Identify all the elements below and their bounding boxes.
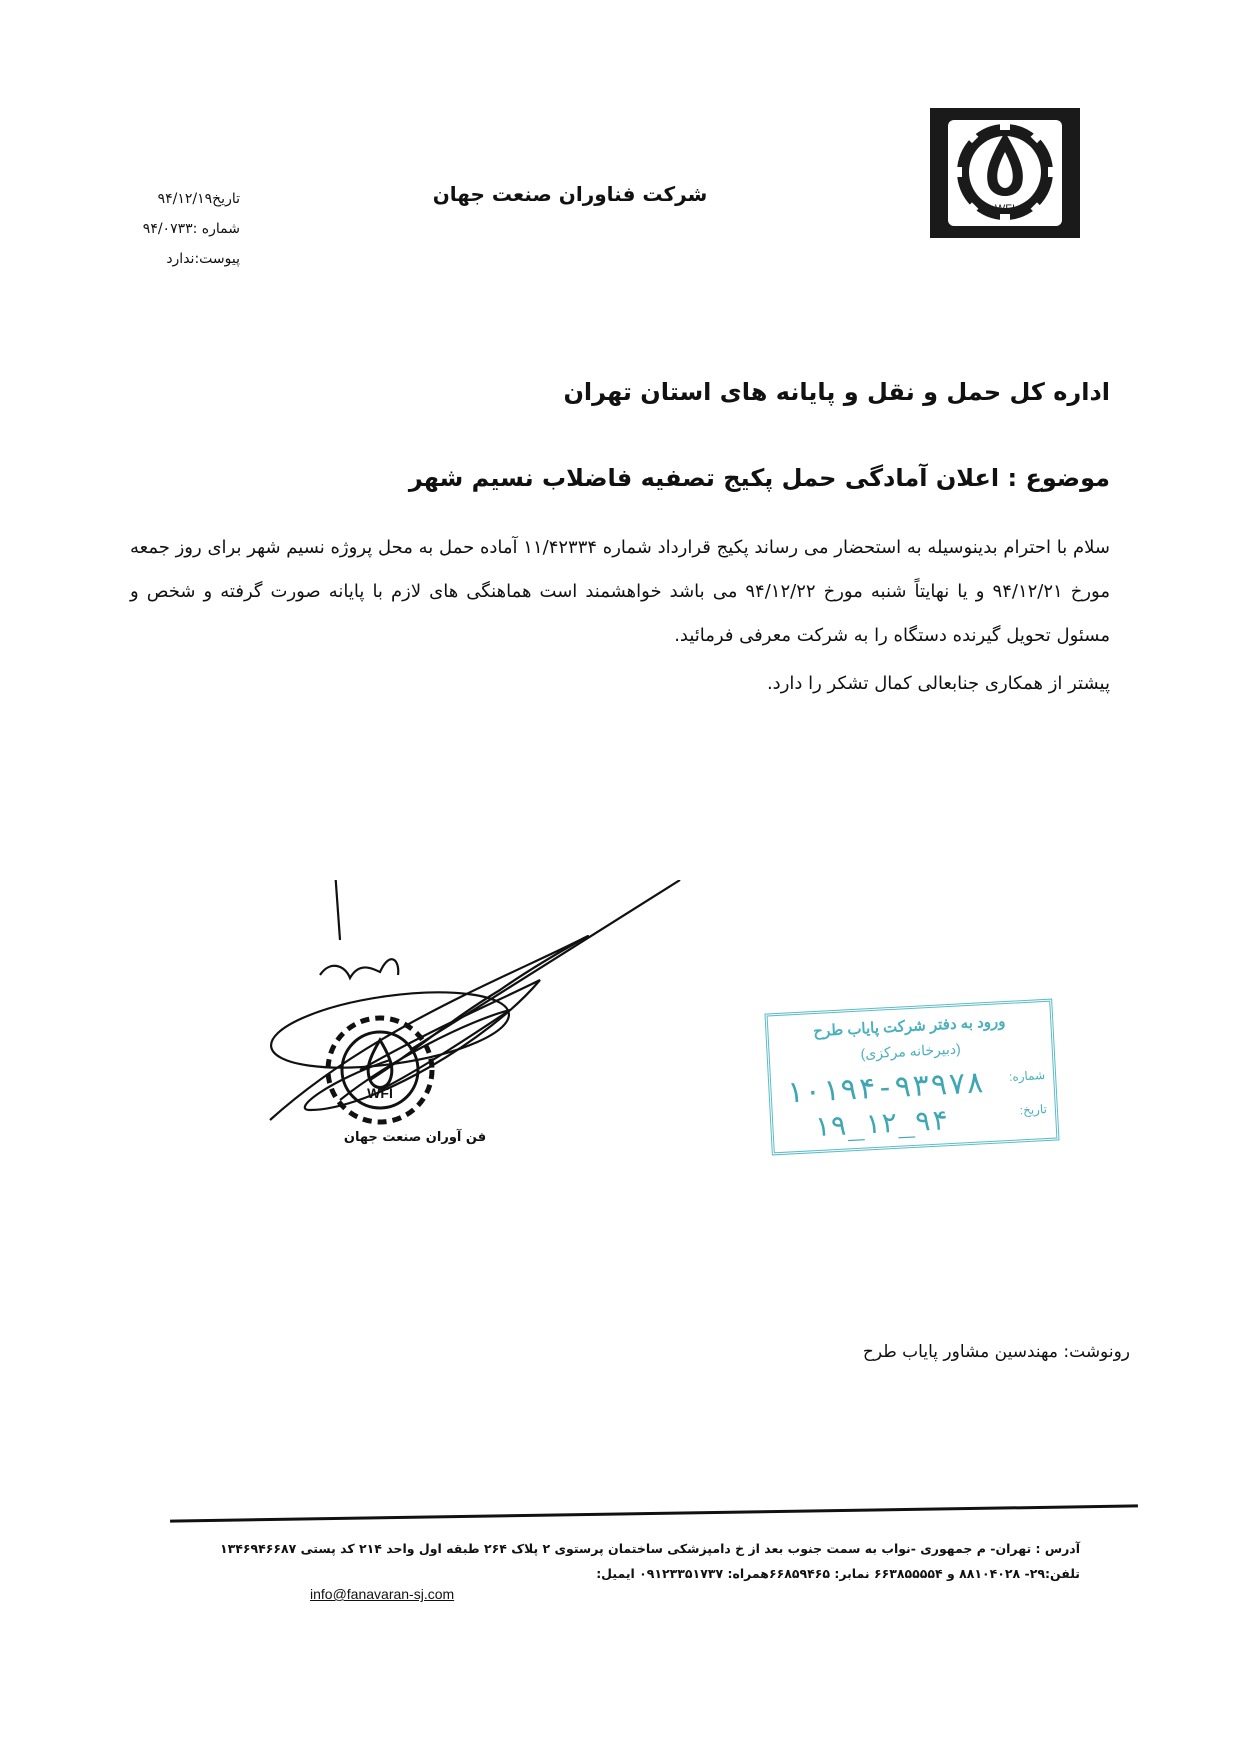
letter-date: تاریخ۹۴/۱۲/۱۹ — [157, 191, 240, 207]
stamp-date-value: ۹۴_۱۲_۱۹ — [812, 1103, 950, 1144]
footer-address: آدرس : تهران- م جمهوری -نواب به سمت جنوب بعد از خ دامپزشکی ساختمان پرستوی ۲ پلاک ۲۶۴ طبقه اول واحد ۲۱۴ کد پستی ۱۳۴۶۹۴۶۶۸۷ — [220, 1541, 1080, 1556]
company-name: شرکت فناوران صنعت جهان — [432, 182, 708, 206]
stamp-number-value: ۱۰۱۹۴-۹۳۹۷۸ — [784, 1065, 986, 1111]
seal-caption: فن آوران صنعت جهان — [343, 1130, 487, 1145]
footer-phones: تلفن:۲۹- ۸۸۱۰۴۰۲۸ و ۶۶۳۸۵۵۵۵۴ نمابر: ۶۶۸۵۹۴۶۵همراه: ۰۹۱۲۳۳۵۱۷۳۷ ایمیل: — [596, 1566, 1080, 1581]
letter-number: شماره :۹۴/۰۷۳۳ — [142, 221, 240, 237]
body-paragraph: سلام با احترام بدینوسیله به استحضار می رساند پکیج قرارداد شماره ۱۱/۴۲۳۳۴ آماده حمل به محل پروژه نسیم شهر برای روز جمعه مورخ ۹۴/۱۲/۲۱ و یا نهایتاً شنبه مورخ ۹۴/۱۲/۲۲ می باشد خواهشمند است هماهنگی های لازم با پایانه صورت گرفته و شخص و مسئول تحویل گیرنده دستگاه را به شرکت معرفی فرمائید. — [130, 537, 1110, 646]
stamp-title: ورود به دفتر شرکت پایاب طرح — [812, 1013, 1006, 1041]
cc-line: رونوشت: مهندسین مشاور پایاب طرح — [862, 1342, 1130, 1362]
seal-logo-text: WFI — [367, 1085, 393, 1101]
company-logo — [930, 108, 1080, 238]
addressee: اداره کل حمل و نقل و پایانه های استان تهران — [563, 378, 1110, 406]
stamp-date-label: تاریخ: — [1019, 1101, 1048, 1118]
logo-text: WFI — [994, 203, 1016, 215]
footer-address-block — [200, 1536, 1080, 1586]
letter-body — [130, 526, 1110, 706]
stamp-number-label: شماره: — [1008, 1068, 1046, 1084]
subject-line: موضوع : اعلان آمادگی حمل پکیج تصفیه فاضلاب نسیم شهر — [408, 464, 1110, 492]
letter-attachment: پیوست:ندارد — [166, 251, 240, 267]
stamp-subtitle: (دبیرخانه مرکزی) — [860, 1040, 962, 1062]
footer-divider — [170, 1504, 1138, 1522]
footer-email-link[interactable]: info@fanavaran-sj.com — [310, 1586, 455, 1602]
handwritten-signature — [266, 880, 680, 1120]
incoming-stamp — [764, 999, 1059, 1156]
closing-line: پیشتر از همکاری جنابعالی کمال تشکر را دارد. — [766, 673, 1110, 694]
letter-meta — [100, 184, 240, 274]
signature-area — [250, 880, 770, 1180]
